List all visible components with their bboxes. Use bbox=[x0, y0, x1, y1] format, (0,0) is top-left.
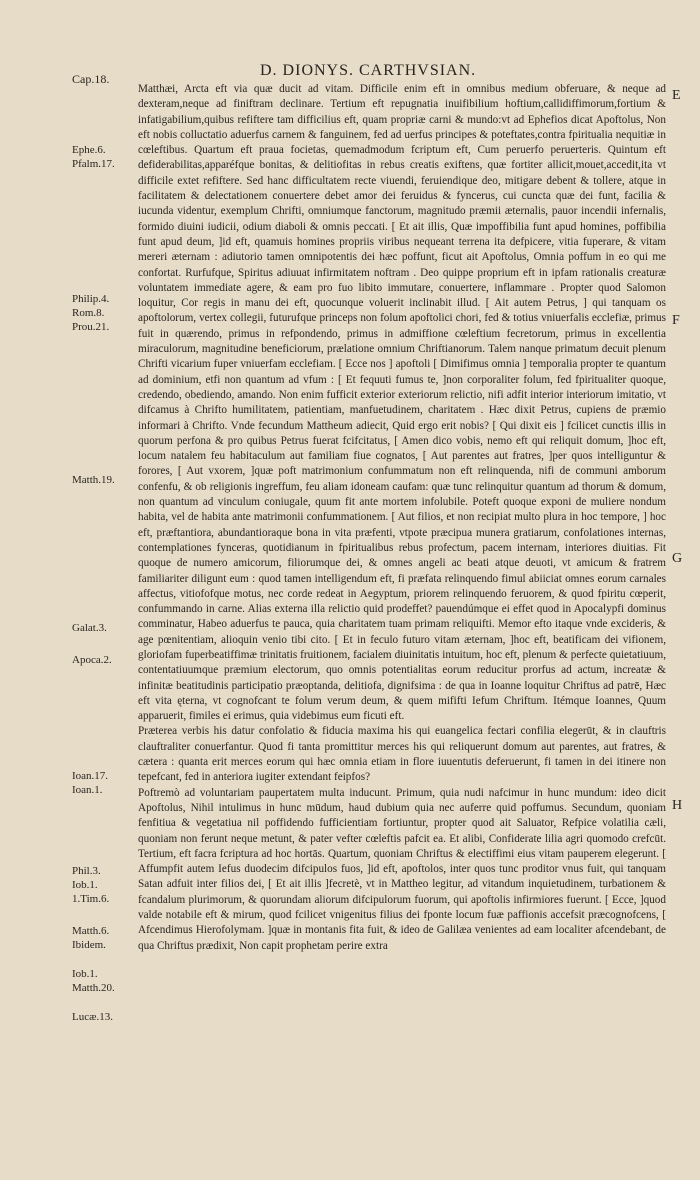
margin-ref: Matth.6. bbox=[72, 925, 110, 937]
margin-ref: Ephe.6. bbox=[72, 144, 106, 156]
margin-ref: Apoca.2. bbox=[72, 654, 112, 666]
margin-ref: Phil.3. bbox=[72, 865, 101, 877]
section-letter-f: F bbox=[672, 313, 680, 328]
margin-ref: 1.Tim.6. bbox=[72, 893, 110, 905]
margin-ref: Iob.1. bbox=[72, 968, 98, 980]
section-letter-g: G bbox=[672, 551, 683, 566]
margin-ref: Ioan.1. bbox=[72, 784, 103, 796]
margin-ref: Matth.20. bbox=[72, 982, 115, 994]
margin-ref: Ibidem. bbox=[72, 939, 106, 951]
margin-ref: Rom.8. bbox=[72, 307, 105, 319]
margin-ref: Galat.3. bbox=[72, 622, 107, 634]
chapter-marker: Cap.18. bbox=[72, 72, 110, 86]
paragraph-3: Poftremò ad voluntariam paupertatem multa inducunt. Primum, quia nudi nafcimur in hunc mundum: ideo dicit Apoftolus, Nihil intulimus in hunc mūdum, haud dubium quia nec auferre quid poffumus. Secundum, quoniam fenfitiua & vegetatiua nil poffidendo fufficientiam fortiuntur, propter quod ait Saluator, Refpice volatilia cæli, quoniam non ferunt neque metunt, & pater vefter cœleftis pafcit ea. Et alibi, Confiderate lilia agri quomodo crefcūt. Tertium, eft facra fcriptura ad hoc hortās. Quartum, quoniam Chriftus & electiffimi eius vitam pauperem elegerunt. [ Affumpfit autem Iefus duodecim difcipulos fuos, ]id eft, apoftolos, inter quos tunc proditor vnus fuit, qui tanquam Satan adfuit inter filios dei, [ Et ait illis ]fecretè, vt in Mattheo legitur, ad vitandum inquietudinem, turbationem & fcandalum plurimorum, & quorundam aliorum difcipulorum fuorum, qui apoftolis infirmiores fuerunt. [ Ecce, ]quod valde notabile eft & mirum, quod fcilicet vnigenitus filius dei fponte locum fuæ paffionis accefsit præcognofcens, [ Afcendimus Hierofolymam. ]quæ in montanis fita fuit, & ideo de Galilæa venientes ad eam localiter afcendebant, de qua Chriftus prædixit, Non capit prophetam perire extra bbox=[138, 786, 666, 952]
margin-ref: Ioan.17. bbox=[72, 770, 109, 782]
margin-ref: Matth.19. bbox=[72, 474, 115, 486]
running-title: D. DIONYS. CARTHVSIAN. bbox=[260, 62, 477, 79]
margin-ref: Philip.4. bbox=[72, 293, 110, 305]
margin-ref: Pfalm.17. bbox=[72, 158, 115, 170]
margin-ref: Iob.1. bbox=[72, 879, 98, 891]
section-letter-h: H bbox=[672, 798, 683, 813]
paragraph-1: Matthæi, Arcta eft via quæ ducit ad vitam. Difficile enim eft in omnibus medium obferuare, & neque ad dexteram,neque ad finiftram declinare. Tertium eft repugnatia inuifibilium hoftium,callidiffimorum,fortium & infatigabilium,quibus refiftere tam difficilius eft, quam propriæ carni & mundo:vt ad Ephefios dicat Apoftolus, Non eft nobis colluctatio aduerfus carnem & fanguinem, fed ad uerfus principes & poteftates,contra fpiritualia nequitiæ in cœleftibus. Quartum eft praua focietas, quemadmodum fcriptum eft, Cum peruerfo peruerteris. Quintum eft defiderabilitas,apparéfque bonitas, & delitiofitas in rebus creatis exiftens, quæ fortiter allicit,mouet,accedit,ita vt difficile extet refiftere. Sed hanc difficultatem recte viuendi, feruiendique deo, mitigare debent & tollere, atque in facilitatem & delectationem conuertere debet amor dei feruidus & fyncerus, cui cuncta quæ dei funt, facilia & iucunda videntur, exemplum Chrifti, omniumque fanctorum, magnitudo præmii æternalis, pauor incendii infernalis, formido diuini iudicii, odium diaboli & omnis peccati. [ Et ait illis, Quæ impoffibilia funt apud homines, poffibilia funt apud deum, ]id eft, quamuis homines propriis viribus nequeant terrena ita defpicere, vitia fuperare, & vitam mereri æternam : adiutorio tamen omnipotentis dei hæc poffunt, ficut ait Apoftolus, Omnia poffum in eo qui me confortat. Rurfufque, Spiritus adiuuat infirmitatem noftram . Deo quippe proprium eft in ipfam rationalis creaturæ voluntatem immediate agere, & eam pro fuo libito immutare, conuertere, inflammare . Propter quod Salomon loquitur, Cor regis in manu dei eft, quocunque voluerit inclinabit illud. [ Ait autem Petrus, ] qui tanquam os apoftolorum, vertex collegii, futurufque princeps non folum apoftolici chori, fed & totius vniuerfalis ecclefiæ, primus fuit in quærendo, primus in refpondendo, primus in admiffione cœleftium fecretorum, primus in excellentia miraculorum, magnitudine beneficiorum, prælatione omnium Chriftianorum. Talem nanque primatum decuit plenum Chrifti vicarium fuper vniuerfam ecclefiam. [ Ecce nos ] apoftoli [ Dimifimus omnia ] temporalia propter te quantum ad dominium, etfi non quantum ad vfum : [ Et fequuti fumus te, ]non corporaliter folum, fed fpiritualiter quoque, credendo, obediendo, amando. Non enim fufficit exterior exteriorum relictio, nifi adfit interior interiorum imitatio, vt difcamus à Chrifto humilitatem, patientiam, manfuetudinem, charitatem . Hæc dixit Petrus, cupiens de præmio informari à Chrifto. Vnde fecundum Mattheum adiecit, Quid ergo erit nobis? [ Qui dixit eis ] fcilicet cunctis illis in quorum perfona & pro quibus Petrus fuerat fcifcitatus, [ Amen dico vobis, nemo eft qui reliquit domum, ]hoc eft, locum natalem feu habitaculum aut familiam fiue cognatos, [ Aut parentes aut fratres, ]per quos intelliguntur & forores, [ Aut vxorem, ]quæ poft matrimonium confummatum non eft relinquenda, nifi de communi amborum confenfu, & ob religionis ingreffum, feu aliam idoneam caufam: quæ tunc relinquitur quantum ad thorum & domum, non quantum ad vinculum coniugale, quum fit ante mortem infolubile. Poteft quoque exponi de muliere nondum habita, vel de habita ante matrimonii confummationem. [ Aut filios, et non recipiat multo plura in hoc tempore, ] hoc eft, præftantiora, abundantioraque bona in vita præfenti, vtpote præcipua munera gratiarum, confolationes internas, contemplationes fynceras, quotidianum in fpiritualibus rebus profectum, pacem internam, interiores diuitias. Fit quoque de numero amicorum, filiorumque dei, & omnes angeli ac beati atque deuoti, vt amicum & fratrem familiariter diligunt eum : quod tamen intelligendum eft, fi præfata relinquendo fimul abiiciat omnes eorum carnales affectus, vitiofofque motus, nec corde redeat in Aegyptum, priorem relinquendo feruorem, & quod fpiritu cœperit, confummando in carne. Alias externa illa relictio quid prodeffet? pauendúmque ei effet quod in Apocalypfi dominus comminatur, Habeo aduerfus te pauca, quia charitatem tuam primam reliquifti. Memor efto itaque vnde excideris, & age pœnitentiam, alioquin venio tibi cito. [ Et in feculo futuro vitam æternam, ]hoc eft, beatificam dei vifionem, gloriofam fuperbeatiffimæ trinitatis fruitionem, facialem diuinitatis intuitum, hoc eft, plenum & perfecte quietatiuum, contentatiuumque præmium electorum, quo omnis potentialitas eorum reducitur prorfus ad actum, increatæ & infinitæ beatitudinis participatio præoptanda, delitiofa, dignifsima : de qua in Ioanne loquitur Chriftus ad patrē, Hæc eft vita ęterna, vt cognofcant te folum verum deum, & quem mififti Iefum Chriftum. Itémque Ioannes, Quum apparuerit, fimiles ei erimus, quia videbimus eum ficuti eft. bbox=[138, 83, 666, 723]
margin-ref: Lucæ.13. bbox=[72, 1011, 113, 1023]
main-text-column bbox=[138, 82, 666, 954]
section-letter-e: E bbox=[672, 88, 681, 103]
margin-ref: Prou.21. bbox=[72, 321, 110, 333]
paragraph-2: Præterea verbis his datur confolatio & fiducia maxima his qui euangelica fectari confilia elegerūt, & in clauftris clauftraliter conuerfantur. Quod fi tanta promittitur merces his qui reliquerunt domum aut parentes, aut fratres, & cætera : quanta erit merces eorum qui hæc omnia etiam in flore iuuentutis deferuerunt, fi tamen in dei itinere non tepefcant, fed in anteriora iugiter extendant feipfos? bbox=[138, 725, 666, 784]
